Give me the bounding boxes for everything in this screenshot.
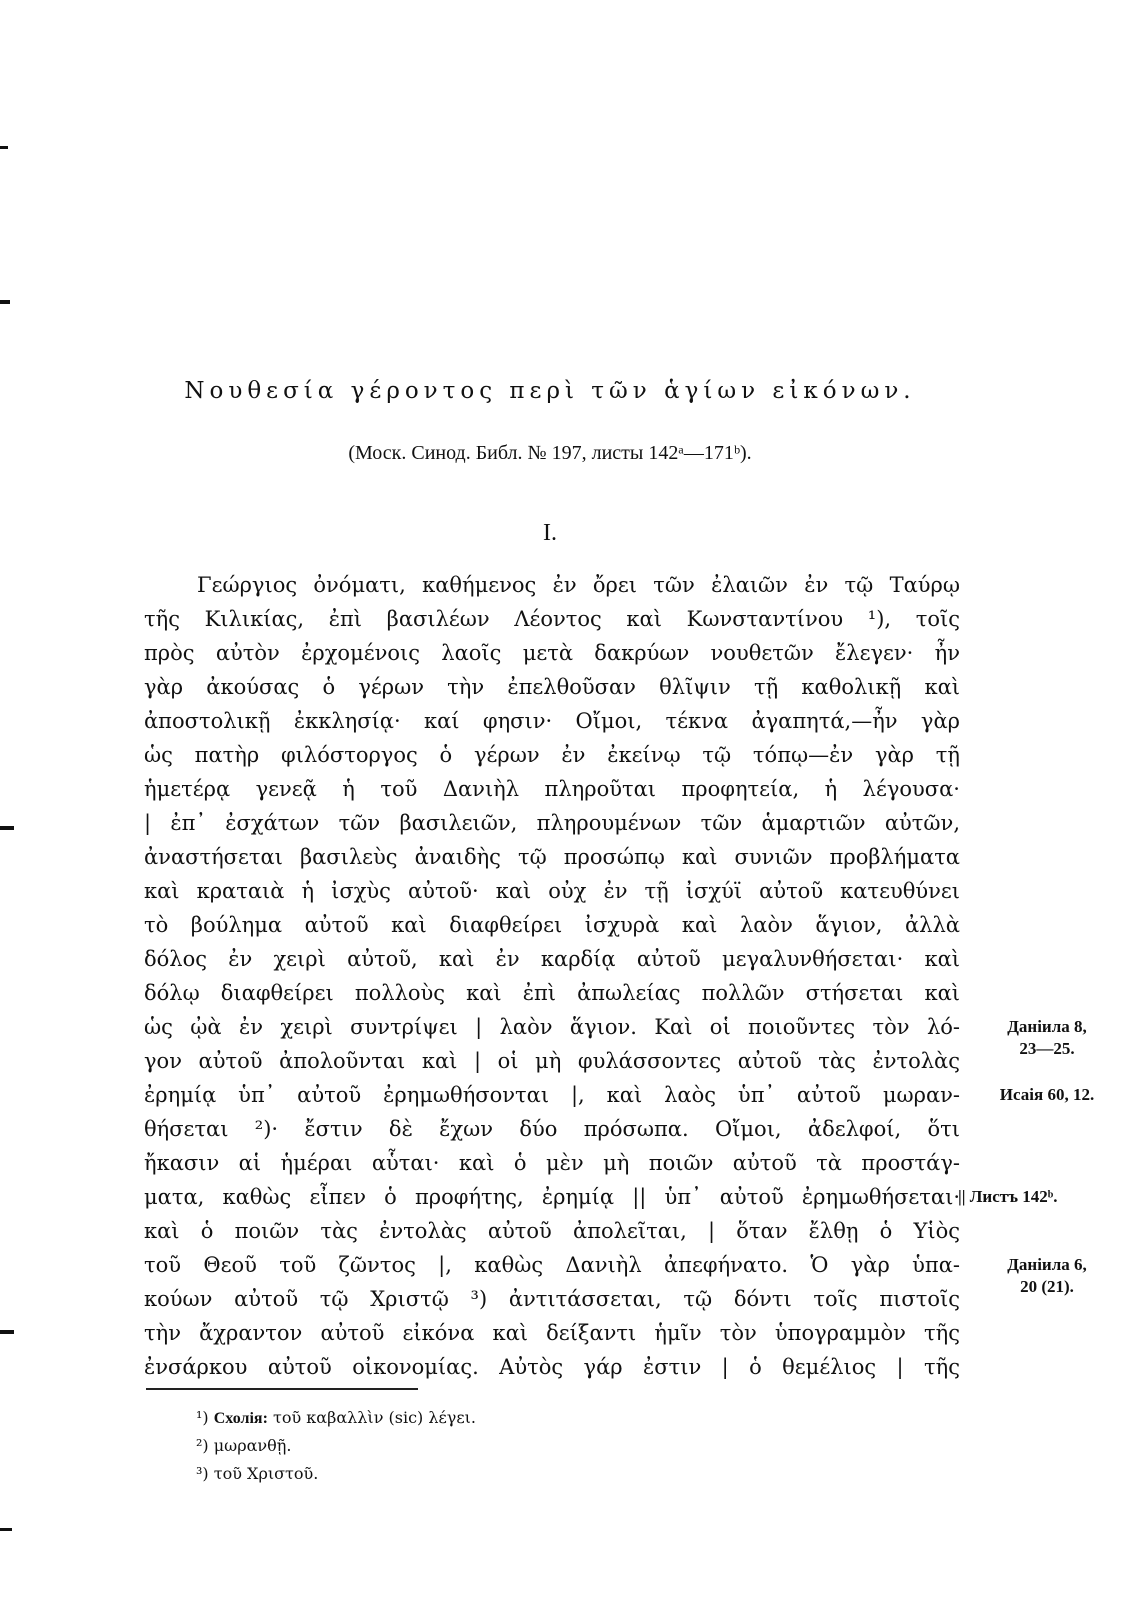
body-line: θήσεται ²)· ἔστιν δὲ ἔχων δύο πρόσωπα. Οἴμοι, ἀδελφοί, ὅτι <box>144 1117 960 1141</box>
footnote-text: τοῦ καβαλλὶν (sic) λέγει. <box>272 1408 477 1427</box>
body-line: ἐνσάρκου αὐτοῦ οἰκονομίας. Αὐτὸς γάρ ἐστιν | ὁ θεμέλιος | τῆς <box>144 1355 960 1379</box>
body-line: ἀναστήσεται βασιλεὺς ἀναιδὴς τῷ προσώπῳ καὶ συνιῶν προβλήματα <box>144 845 960 869</box>
body-line: ἐρημίᾳ ὑπ᾽ αὐτοῦ ἐρημωθήσονται |, καὶ λαὸς ὑπ᾽ αὐτοῦ μωραν- <box>144 1083 960 1107</box>
footnote-marker: ³) <box>196 1464 209 1483</box>
footnote-1 <box>196 1408 476 1428</box>
body-line: τῆς Κιλικίας, ἐπὶ βασιλέων Λέοντος καὶ Κωνσταντίνου ¹), τοῖς <box>144 607 960 631</box>
body-line: καὶ ὁ ποιῶν τὰς ἐντολὰς αὐτοῦ ἀπολεῖται, | ὅταν ἔλθῃ ὁ Υἱὸς <box>144 1219 960 1243</box>
scan-edge-mark <box>0 146 8 149</box>
scan-edge-mark <box>0 1330 14 1334</box>
body-line: τοῦ Θεοῦ τοῦ ζῶντος |, καθὼς Δανιὴλ ἀπεφήνατο. Ὁ γὰρ ὑπα- <box>144 1253 960 1277</box>
footnote-marker: ¹) <box>196 1408 209 1427</box>
footnote-marker: ²) <box>196 1436 209 1455</box>
footnote-label: Схолiя: <box>213 1410 268 1427</box>
body-line: κούων αὐτοῦ τῷ Χριστῷ ³) ἀντιτάσσεται, τῷ δόντι τοῖς πιστοῖς <box>144 1287 960 1311</box>
body-line: ἤκασιν αἱ ἡμέραι αὗται· καὶ ὁ μὲν μὴ ποιῶν αὐτοῦ τὰ προστάγ- <box>144 1151 960 1175</box>
body-line: δόλος ἐν χειρὶ αὐτοῦ, καὶ ἐν καρδίᾳ αὐτοῦ μεγαλυνθήσεται· καὶ <box>144 947 960 971</box>
scan-edge-mark <box>0 826 14 830</box>
body-line: ὡς ᾠὰ ἐν χειρὶ συντρίψει | λαὸν ἅγιον. Καὶ οἱ ποιοῦντες τὸν λό- <box>144 1015 960 1039</box>
margin-note-daniel-8 <box>958 1016 1136 1060</box>
margin-note-line: Данiила 6, <box>1007 1255 1087 1274</box>
body-line: γον αὐτοῦ ἀπολοῦνται καὶ | οἱ μὴ φυλάσσοντες αὐτοῦ τὰς ἐντολὰς <box>144 1049 960 1073</box>
body-line: πρὸς αὐτὸν ἐρχομένοις λαοῖς μετὰ δακρύων νουθετῶν ἔλεγεν· ἦν <box>144 641 960 665</box>
body-line: | ἐπ᾽ ἐσχάτων τῶν βασιλειῶν, πληρουμένων τῶν ἁμαρτιῶν αὐτῶν, <box>144 811 960 835</box>
document-subtitle: (Моск. Синод. Библ. № 197, листы 142ᵃ—171ᵇ). <box>348 442 752 464</box>
margin-note-isaiah-60 <box>958 1084 1136 1106</box>
footnote-3 <box>196 1464 318 1483</box>
body-line: Γεώργιος ὀνόματι, καθήμενος ἐν ὄρει τῶν ἐλαιῶν ἐν τῷ Ταύρῳ <box>197 573 960 597</box>
scan-edge-mark <box>0 300 10 304</box>
body-line: ἀποστολικῇ ἐκκλησίᾳ· καί φησιν· Οἴμοι, τέκνα ἀγαπητά,—ἦν γὰρ <box>144 709 960 733</box>
margin-note-line: Исаiя 60, 12. <box>999 1085 1095 1104</box>
margin-note-line: || Листъ 142ᵇ. <box>958 1187 1058 1206</box>
document-title: Νουθεσία γέροντος περὶ τῶν ἁγίων εἰκόνων. <box>184 378 916 404</box>
margin-note-daniel-6 <box>958 1254 1136 1298</box>
section-number: I. <box>543 520 557 546</box>
footnote-text: τοῦ Χριστοῦ. <box>213 1464 319 1483</box>
footnote-separator <box>146 1388 418 1390</box>
body-line: ματα, καθὼς εἶπεν ὁ προφήτης, ἐρημίᾳ || ὑπ᾽ αὐτοῦ ἐρημωθήσεται· <box>144 1185 960 1209</box>
body-line: δόλῳ διαφθείρει πολλοὺς καὶ ἐπὶ ἀπωλείας πολλῶν στήσεται καὶ <box>144 981 960 1005</box>
margin-note-line: Данiила 8, <box>1007 1017 1087 1036</box>
body-line: καὶ κραταιὰ ἡ ἰσχὺς αὐτοῦ· καὶ οὐχ ἐν τῇ ἰσχύϊ αὐτοῦ κατευθύνει <box>144 879 960 903</box>
margin-note-line: 20 (21). <box>1020 1277 1074 1296</box>
body-line: ἡμετέρᾳ γενεᾷ ἡ τοῦ Δανιὴλ πληροῦται προφητεία, ἡ λέγουσα· <box>144 777 960 801</box>
body-line: γὰρ ἀκούσας ὁ γέρων τὴν ἐπελθοῦσαν θλῖψιν τῇ καθολικῇ καὶ <box>144 675 960 699</box>
margin-note-line: 23—25. <box>1019 1039 1075 1058</box>
footnote-text: μωρανθῇ. <box>213 1436 292 1455</box>
margin-note-folio <box>958 1186 1136 1208</box>
footnote-2 <box>196 1436 291 1455</box>
scan-edge-mark <box>0 1528 12 1531</box>
body-line: τὴν ἄχραντον αὐτοῦ εἰκόνα καὶ δείξαντι ἡμῖν τὸν ὑπογραμμὸν τῆς <box>144 1321 960 1345</box>
body-line: τὸ βούλημα αὐτοῦ καὶ διαφθείρει ἰσχυρὰ καὶ λαὸν ἅγιον, ἀλλὰ <box>144 913 960 937</box>
body-line: ὡς πατὴρ φιλόστοργος ὁ γέρων ἐν ἐκείνῳ τῷ τόπῳ—ἐν γὰρ τῇ <box>144 743 960 767</box>
